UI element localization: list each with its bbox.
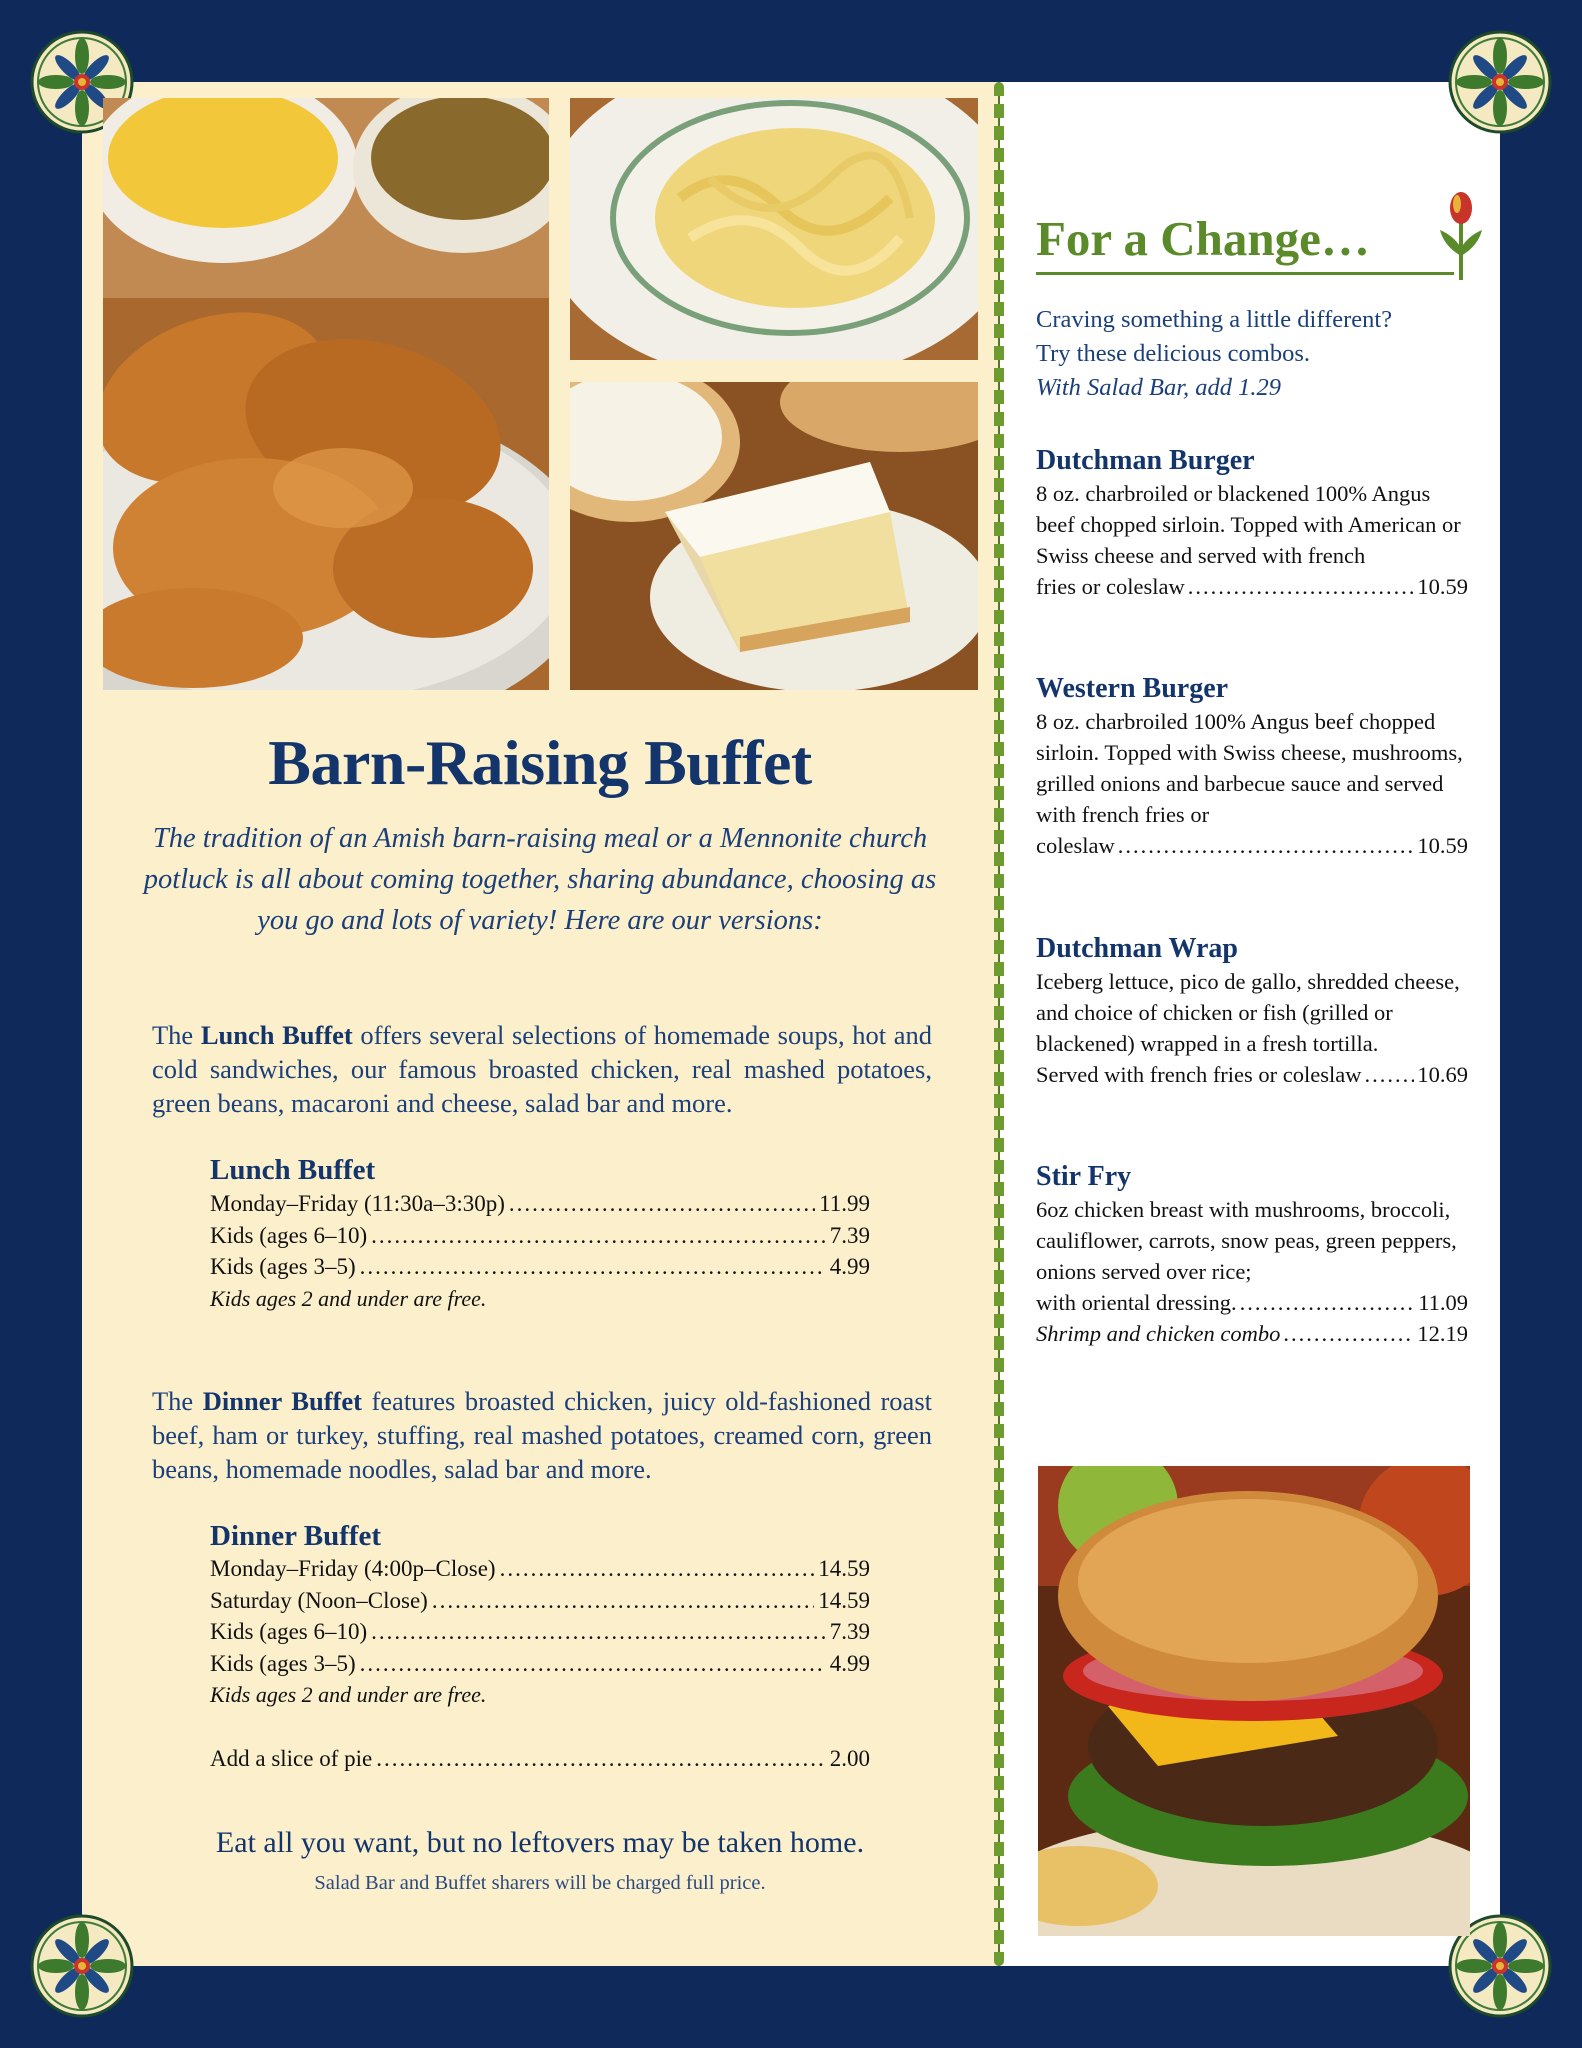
hex-sign-icon <box>30 1914 134 2018</box>
change-intro <box>1036 303 1476 405</box>
item-name: Western Burger <box>1036 673 1229 704</box>
dinner-buffet-heading: Dinner Buffet <box>210 1520 382 1552</box>
item-price-row: Served with french fries or coleslaw ..... 10.69 <box>1036 1059 1468 1090</box>
item-price-row: fries or coleslaw ..... 10.59 <box>1036 571 1468 602</box>
price-row: Kids (ages 6–10) ..... 7.39 <box>210 1619 870 1651</box>
buffet-intro: The tradition of an Amish barn-raising meal or a Mennonite church potluck is all about coming together, sharing abundance, choosing as you go and lots of variety! Here are our versions: <box>143 823 937 936</box>
item-price: 10.59 <box>1417 574 1468 599</box>
item-price: 11.09 <box>1418 1290 1468 1315</box>
intro-line: Try these delicious combos. <box>1036 340 1311 367</box>
fried-chicken-photo <box>103 98 549 690</box>
lunch-buffet-label: Lunch Buffet <box>200 1020 353 1050</box>
sharers-notice: Salad Bar and Buffet sharers will be charged full price. <box>314 1872 766 1894</box>
burger-photo <box>1038 1466 1470 1936</box>
pie-price-row: Add a slice of pie ..... 2.00 <box>210 1746 870 1778</box>
price-row: Kids (ages 6–10) ..... 7.39 <box>210 1223 870 1255</box>
hex-sign-icon <box>1448 30 1552 134</box>
dinner-buffet-label: Dinner Buffet <box>202 1386 362 1416</box>
lunch-buffet-heading: Lunch Buffet <box>210 1154 376 1186</box>
item-description: 8 oz. charbroiled or blackened 100% Angus beef chopped sirloin. Topped with American or Swiss cheese and served with french <box>1036 481 1461 568</box>
pie-price-list <box>210 1746 870 1778</box>
intro-line: Craving something a little different? <box>1036 306 1393 333</box>
title-rule <box>1036 272 1454 275</box>
item-description: Iceberg lettuce, pico de gallo, shredded cheese, and choice of chicken or fish (grilled or blackened) wrapped in a fresh tortilla. <box>1036 969 1460 1056</box>
item-description: 8 oz. charbroiled 100% Angus beef chopped sirloin. Topped with Swiss cheese, mushrooms, grilled onions and barbecue sauce and served with french fries or <box>1036 709 1463 827</box>
item-name: Stir Fry <box>1036 1161 1132 1192</box>
menu-item-dutchman-wrap <box>1036 932 1468 1090</box>
combo-price: 12.19 <box>1417 1321 1468 1346</box>
item-price: 10.59 <box>1417 833 1468 858</box>
menu-item-western-burger <box>1036 672 1468 861</box>
salad-bar-addon: With Salad Bar, add 1.29 <box>1036 374 1282 401</box>
price-row: Kids (ages 3–5) ..... 4.99 <box>210 1254 870 1286</box>
tulip-icon <box>1438 186 1484 282</box>
leftovers-notice: Eat all you want, but no leftovers may be taken home. <box>215 1826 865 1859</box>
noodles-photo <box>570 98 978 360</box>
item-price: 10.69 <box>1417 1062 1468 1087</box>
price-row: Monday–Friday (4:00p–Close) ..... 14.59 <box>210 1556 870 1588</box>
price-row: Monday–Friday (11:30a–3:30p) ..... 11.99 <box>210 1191 870 1223</box>
price-row: Saturday (Noon–Close) ..... 14.59 <box>210 1588 870 1620</box>
combo-price-row: Shrimp and chicken combo ..... 12.19 <box>1036 1318 1468 1349</box>
cream-pie-photo <box>570 382 978 690</box>
menu-item-stir-fry <box>1036 1160 1468 1349</box>
item-price-row: coleslaw ..... 10.59 <box>1036 830 1468 861</box>
dinner-description: The Dinner Buffet features broasted chicken, juicy old-fashioned roast beef, ham or turkey, stuffing, real mashed potatoes, creamed corn, green beans, homemade noodles, salad bar and more. <box>152 1386 932 1484</box>
menu-item-dutchman-burger <box>1036 444 1468 602</box>
dinner-kids-note: Kids ages 2 and under are free. <box>210 1682 487 1707</box>
item-name: Dutchman Burger <box>1036 445 1255 476</box>
item-name: Dutchman Wrap <box>1036 933 1239 964</box>
dinner-price-list <box>210 1556 870 1712</box>
change-title: For a Change… <box>1036 211 1370 266</box>
price-row: Kids (ages 3–5) ..... 4.99 <box>210 1651 870 1683</box>
item-price-row: with oriental dressing. ..... 11.09 <box>1036 1287 1468 1318</box>
item-description: 6oz chicken breast with mushrooms, broccoli, cauliflower, carrots, snow peas, green peppers, onions served over rice; <box>1036 1197 1457 1284</box>
lunch-price-list <box>210 1191 870 1316</box>
lunch-description: The Lunch Buffet offers several selections of homemade soups, hot and cold sandwiches, our famous broasted chicken, real mashed potatoes, green beans, macaroni and cheese, salad bar and more. <box>152 1020 932 1118</box>
vine-divider-icon <box>994 82 1004 1966</box>
lunch-kids-note: Kids ages 2 and under are free. <box>210 1285 487 1311</box>
buffet-title: Barn-Raising Buffet <box>268 727 812 798</box>
